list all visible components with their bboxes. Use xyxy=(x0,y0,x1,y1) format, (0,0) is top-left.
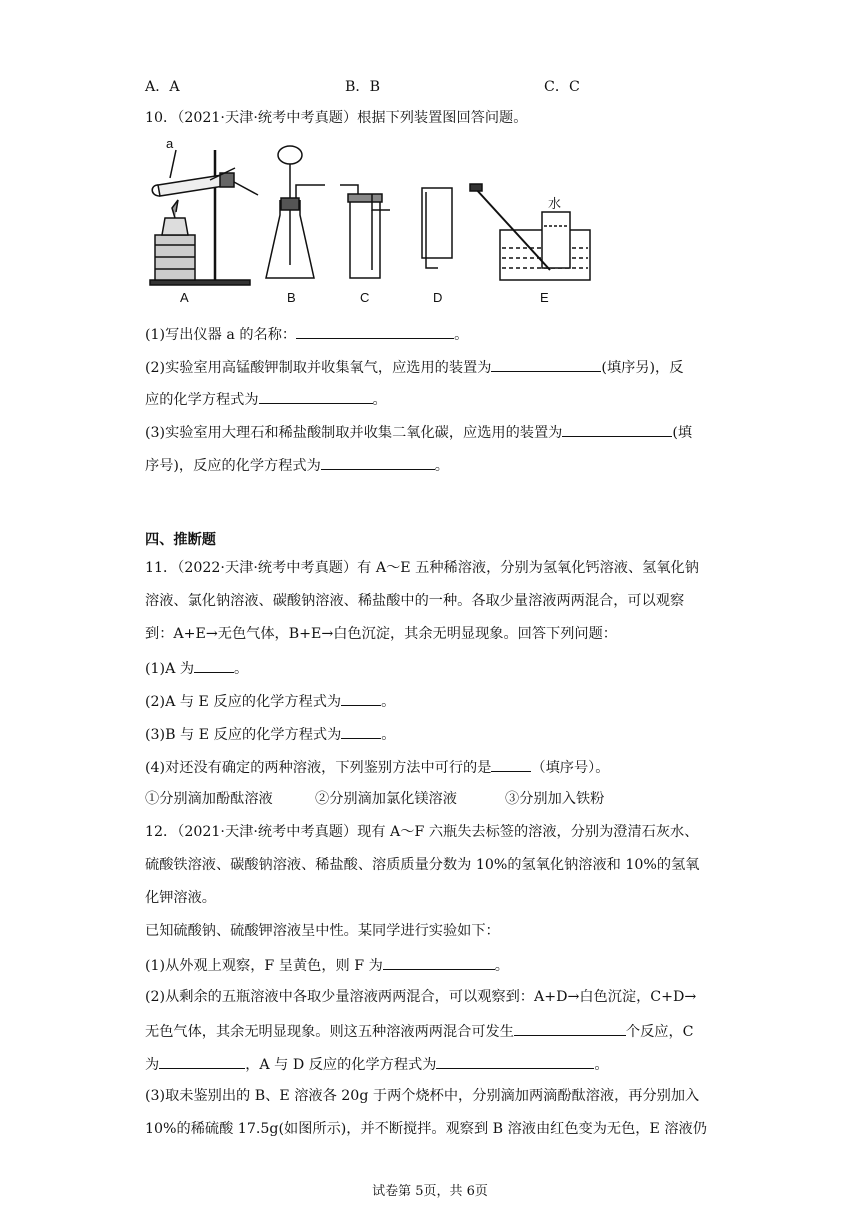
q12-line3: 化钾溶液。 xyxy=(145,890,216,906)
q10-p2-line1: (2)实验室用高锰酸钾制取并收集氧气，应选用的装置为 (填序另)，反 xyxy=(145,356,683,378)
q12-line1: 12．（2021·天津·统考中考真题）现有 A～F 六瓶失去标签的溶液，分别为澄清石灰水、 xyxy=(145,824,699,840)
q10-p2-line2: 应的化学方程式为 。 xyxy=(145,388,387,410)
q12-p3-line2: 10%的稀硫酸 17.5g(如图所示)，并不断搅拌。观察到 B 溶液由红色变为无色，E 溶液仍 xyxy=(145,1121,707,1137)
q12-p1: (1)从外观上观察，F 呈黄色，则 F 为 。 xyxy=(145,954,509,976)
q11-choice-1: ①分别滴加酚酞溶液 xyxy=(145,791,273,807)
q11-p3: (3)B 与 E 反应的化学方程式为 。 xyxy=(145,723,396,745)
q10-p3-line2: 序号)，反应的化学方程式为 。 xyxy=(145,454,449,476)
q11-p4: (4)对还没有确定的两种溶液，下列鉴别方法中可行的是 （填序号）。 xyxy=(145,756,609,778)
answer-blank[interactable] xyxy=(383,954,495,970)
q12-line4: 已知硫酸钠、硫酸钾溶液呈中性。某同学进行实验如下： xyxy=(145,923,500,939)
answer-blank[interactable] xyxy=(341,690,381,706)
q11-line2: 溶液、氯化钠溶液、碳酸钠溶液、稀盐酸中的一种。各取少量溶液两两混合，可以观察 xyxy=(145,593,685,609)
label-D: D xyxy=(433,290,443,305)
option-b: B．B xyxy=(345,79,381,95)
page-footer: 试卷第 5页，共 6页 xyxy=(372,1184,488,1199)
q10-p3-line1: (3)实验室用大理石和稀盐酸制取并收集二氧化碳，应选用的装置为 (填 xyxy=(145,421,692,443)
label-E: E xyxy=(540,290,549,305)
apparatus-d xyxy=(422,188,452,268)
apparatus-a xyxy=(150,150,258,285)
option-c: C．C xyxy=(544,79,580,95)
answer-blank[interactable] xyxy=(562,421,672,437)
section-title: 四、推断题 xyxy=(145,532,216,548)
q12-p3-line1: (3)取未鉴别出的 B、E 溶液各 20g 于两个烧杯中，分别滴加两滴酚酞溶液，再分别加入 xyxy=(145,1088,700,1104)
answer-blank[interactable] xyxy=(341,723,381,739)
apparatus-figure xyxy=(140,140,600,310)
q11-choice-3: ③分别加入铁粉 xyxy=(505,791,605,807)
q11-line3: 到：A+E→无色气体，B+E→白色沉淀，其余无明显现象。回答下列问题： xyxy=(145,626,617,642)
answer-blank[interactable] xyxy=(514,1020,626,1036)
apparatus-e xyxy=(470,184,590,280)
q12-p2-line3: 为 ，A 与 D 反应的化学方程式为 。 xyxy=(145,1053,609,1075)
q11-p1: (1)A 为 。 xyxy=(145,657,248,679)
q12-line2: 硫酸铁溶液、碳酸钠溶液、稀盐酸、溶质质量分数为 10%的氢氧化钠溶液和 10%的氢氧 xyxy=(145,857,700,873)
answer-blank[interactable] xyxy=(296,323,454,339)
answer-blank[interactable] xyxy=(259,388,373,404)
q10-header: 10．（2021·天津·统考中考真题）根据下列装置图回答问题。 xyxy=(145,110,528,126)
apparatus-b xyxy=(266,146,325,278)
answer-blank[interactable] xyxy=(491,756,531,772)
q11-choice-2: ②分别滴加氯化镁溶液 xyxy=(315,791,457,807)
label-water: 水 xyxy=(548,196,562,211)
q12-p2-line1: (2)从剩余的五瓶溶液中各取少量溶液两两混合，可以观察到：A+D→白色沉淀，C+D→ xyxy=(145,989,697,1005)
apparatus-c xyxy=(340,185,390,278)
label-instrument-a: a xyxy=(166,140,174,151)
q12-p2-line2: 无色气体，其余无明显现象。则这五种溶液两两混合可发生 个反应，C xyxy=(145,1020,694,1042)
label-B: B xyxy=(287,290,296,305)
answer-blank[interactable] xyxy=(491,356,601,372)
option-a: A．A xyxy=(145,79,180,95)
q11-line1: 11．（2022·天津·统考中考真题）有 A～E 五种稀溶液，分别为氢氧化钙溶液、氢氧化钠 xyxy=(145,560,699,576)
answer-blank[interactable] xyxy=(436,1053,594,1069)
answer-blank[interactable] xyxy=(194,657,234,673)
q10-p1: (1)写出仪器 a 的名称： 。 xyxy=(145,323,468,345)
answer-blank[interactable] xyxy=(321,454,435,470)
label-A: A xyxy=(180,290,189,305)
answer-blank[interactable] xyxy=(159,1053,245,1069)
q11-p2: (2)A 与 E 反应的化学方程式为 。 xyxy=(145,690,395,712)
label-C: C xyxy=(360,290,370,305)
